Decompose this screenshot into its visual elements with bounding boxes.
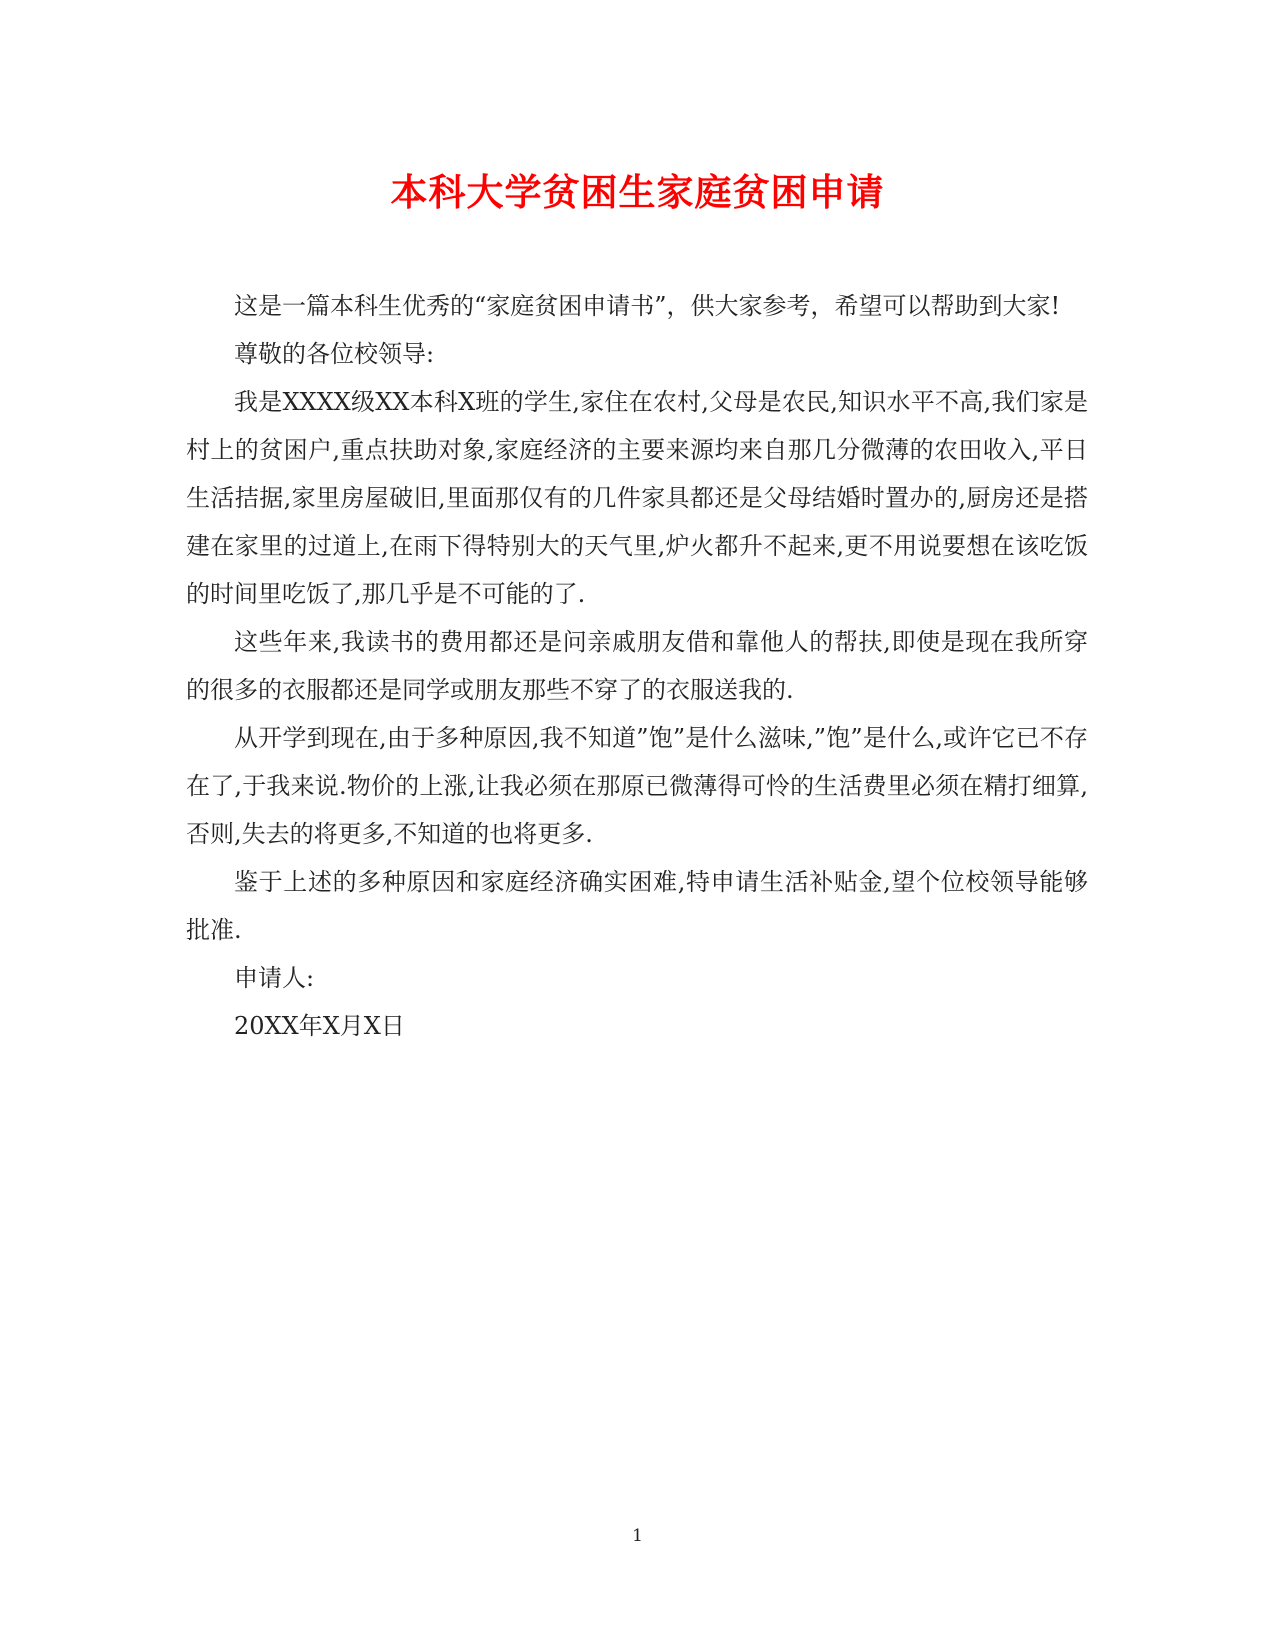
- page-number: 1: [632, 1526, 643, 1546]
- applicant-label: 申请人:: [234, 964, 315, 992]
- salutation: 尊敬的各位校领导:: [234, 340, 435, 368]
- school-expenses-paragraph: 这些年来,我读书的费用都还是问亲戚朋友借和靠他人的帮扶,即使是现在我所穿的很多的衣服都还是同学或朋友那些不穿了的衣服送我的.: [186, 628, 1088, 704]
- document-body: [186, 282, 1088, 1050]
- document-title: 本科大学贫困生家庭贫困申请: [390, 170, 885, 214]
- living-conditions-paragraph: 从开学到现在,由于多种原因,我不知道”饱”是什么滋味,”饱”是什么,或许它已不存在了,于我来说.物价的上涨,让我必须在那原已微薄得可怜的生活费里必须在精打细算,否则,失去的将更多,不知道的也将更多.: [186, 724, 1088, 848]
- request-paragraph: 鉴于上述的多种原因和家庭经济确实困难,特申请生活补贴金,望个位校领导能够批准.: [186, 868, 1088, 944]
- family-situation-paragraph: 我是XXXX级XX本科X班的学生,家住在农村,父母是农民,知识水平不高,我们家是村上的贫困户,重点扶助对象,家庭经济的主要来源均来自那几分微薄的农田收入,平日生活拮据,家里房屋破旧,里面那仅有的几件家具都还是父母结婚时置办的,厨房还是搭建在家里的过道上,在雨下得特别大的天气里,炉火都升不起来,更不用说要想在该吃饭的时间里吃饭了,那几乎是不可能的了.: [186, 388, 1088, 608]
- date-line: 20XX年X月X日: [234, 1012, 405, 1040]
- intro-paragraph: 这是一篇本科生优秀的“家庭贫困申请书”，供大家参考，希望可以帮助到大家!: [234, 292, 1061, 320]
